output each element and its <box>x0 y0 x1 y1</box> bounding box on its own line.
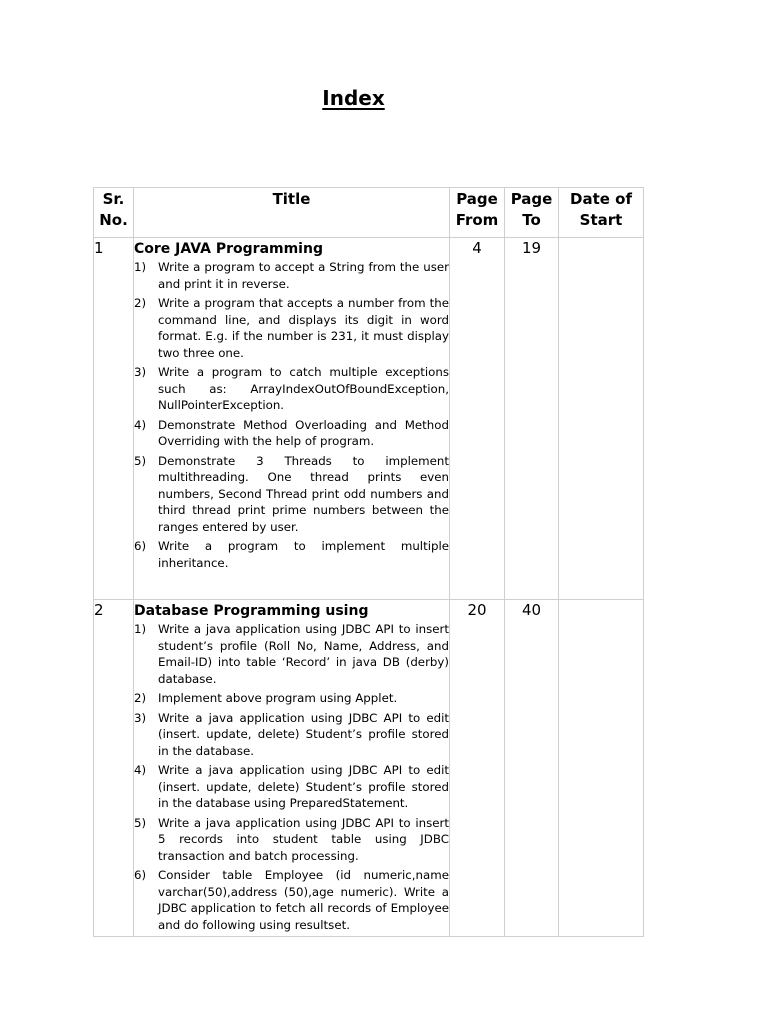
table-row <box>94 238 644 600</box>
title-cell <box>134 238 450 600</box>
list-item: 2) Write a program that accepts a number from the command line, and displays its digit in word format. E.g. if the number is 231, it must display two three one. <box>134 296 449 360</box>
list-item: 6) Consider table Employee (id numeric,name varchar(50),address (50),age numeric). Write a JDBC application to fetch all records of Employee and do following using resultset. <box>134 868 449 932</box>
date-of-start-cell <box>559 238 644 600</box>
list-item: 5) Write a java application using JDBC API to insert 5 records into student table using JDBC transaction and batch processing. <box>134 815 449 863</box>
index-table <box>93 187 644 937</box>
page-from-cell: 20 <box>450 600 505 937</box>
title-cell <box>134 600 450 937</box>
list-item: 4) Write a java application using JDBC API to edit (insert. update, delete) Student’s profile stored in the database using PreparedStatement. <box>134 763 449 810</box>
list-item: 2) Implement above program using Applet. <box>134 691 398 705</box>
page-to-cell: 40 <box>505 600 559 937</box>
header-sr-no: Sr. No. <box>94 188 134 238</box>
header-date-of-start: Date of Start <box>559 188 644 238</box>
section-heading: Core JAVA Programming <box>134 241 323 257</box>
header-page-from: Page From <box>450 188 505 238</box>
page-title: Index <box>322 86 385 110</box>
header-title: Title <box>134 188 450 238</box>
list-item: 3) Write a program to catch multiple exceptions such as: ArrayIndexOutOfBoundException, NullPointerException. <box>134 365 449 412</box>
table-row <box>94 600 644 937</box>
sr-no-cell: 2 <box>94 600 134 937</box>
header-page-to: Page To <box>505 188 559 238</box>
sr-no-cell: 1 <box>94 238 134 600</box>
page-from-cell: 4 <box>450 238 505 600</box>
list-item: 6) Write a program to implement multiple inheritance. <box>134 539 449 570</box>
section-heading: Database Programming using <box>134 603 369 619</box>
list-item: 5) Demonstrate 3 Threads to implement multithreading. One thread prints even numbers, Second Thread print odd numbers and third thread print prime numbers between the ranges entered by user. <box>134 453 449 534</box>
page-to-cell: 19 <box>505 238 559 600</box>
task-list <box>134 259 449 571</box>
list-item: 3) Write a java application using JDBC API to edit (insert. update, delete) Student’s profile stored in the database. <box>134 710 449 758</box>
task-list <box>134 621 449 933</box>
list-item: 1) Write a java application using JDBC API to insert student’s profile (Roll No, Name, Address, and Email-ID) into table ‘Record’ in java DB (derby) database. <box>134 622 449 686</box>
header-row <box>94 188 644 238</box>
list-item: 4) Demonstrate Method Overloading and Method Overriding with the help of program. <box>134 417 449 448</box>
list-item: 1) Write a program to accept a String from the user and print it in reverse. <box>134 260 449 291</box>
date-of-start-cell <box>559 600 644 937</box>
